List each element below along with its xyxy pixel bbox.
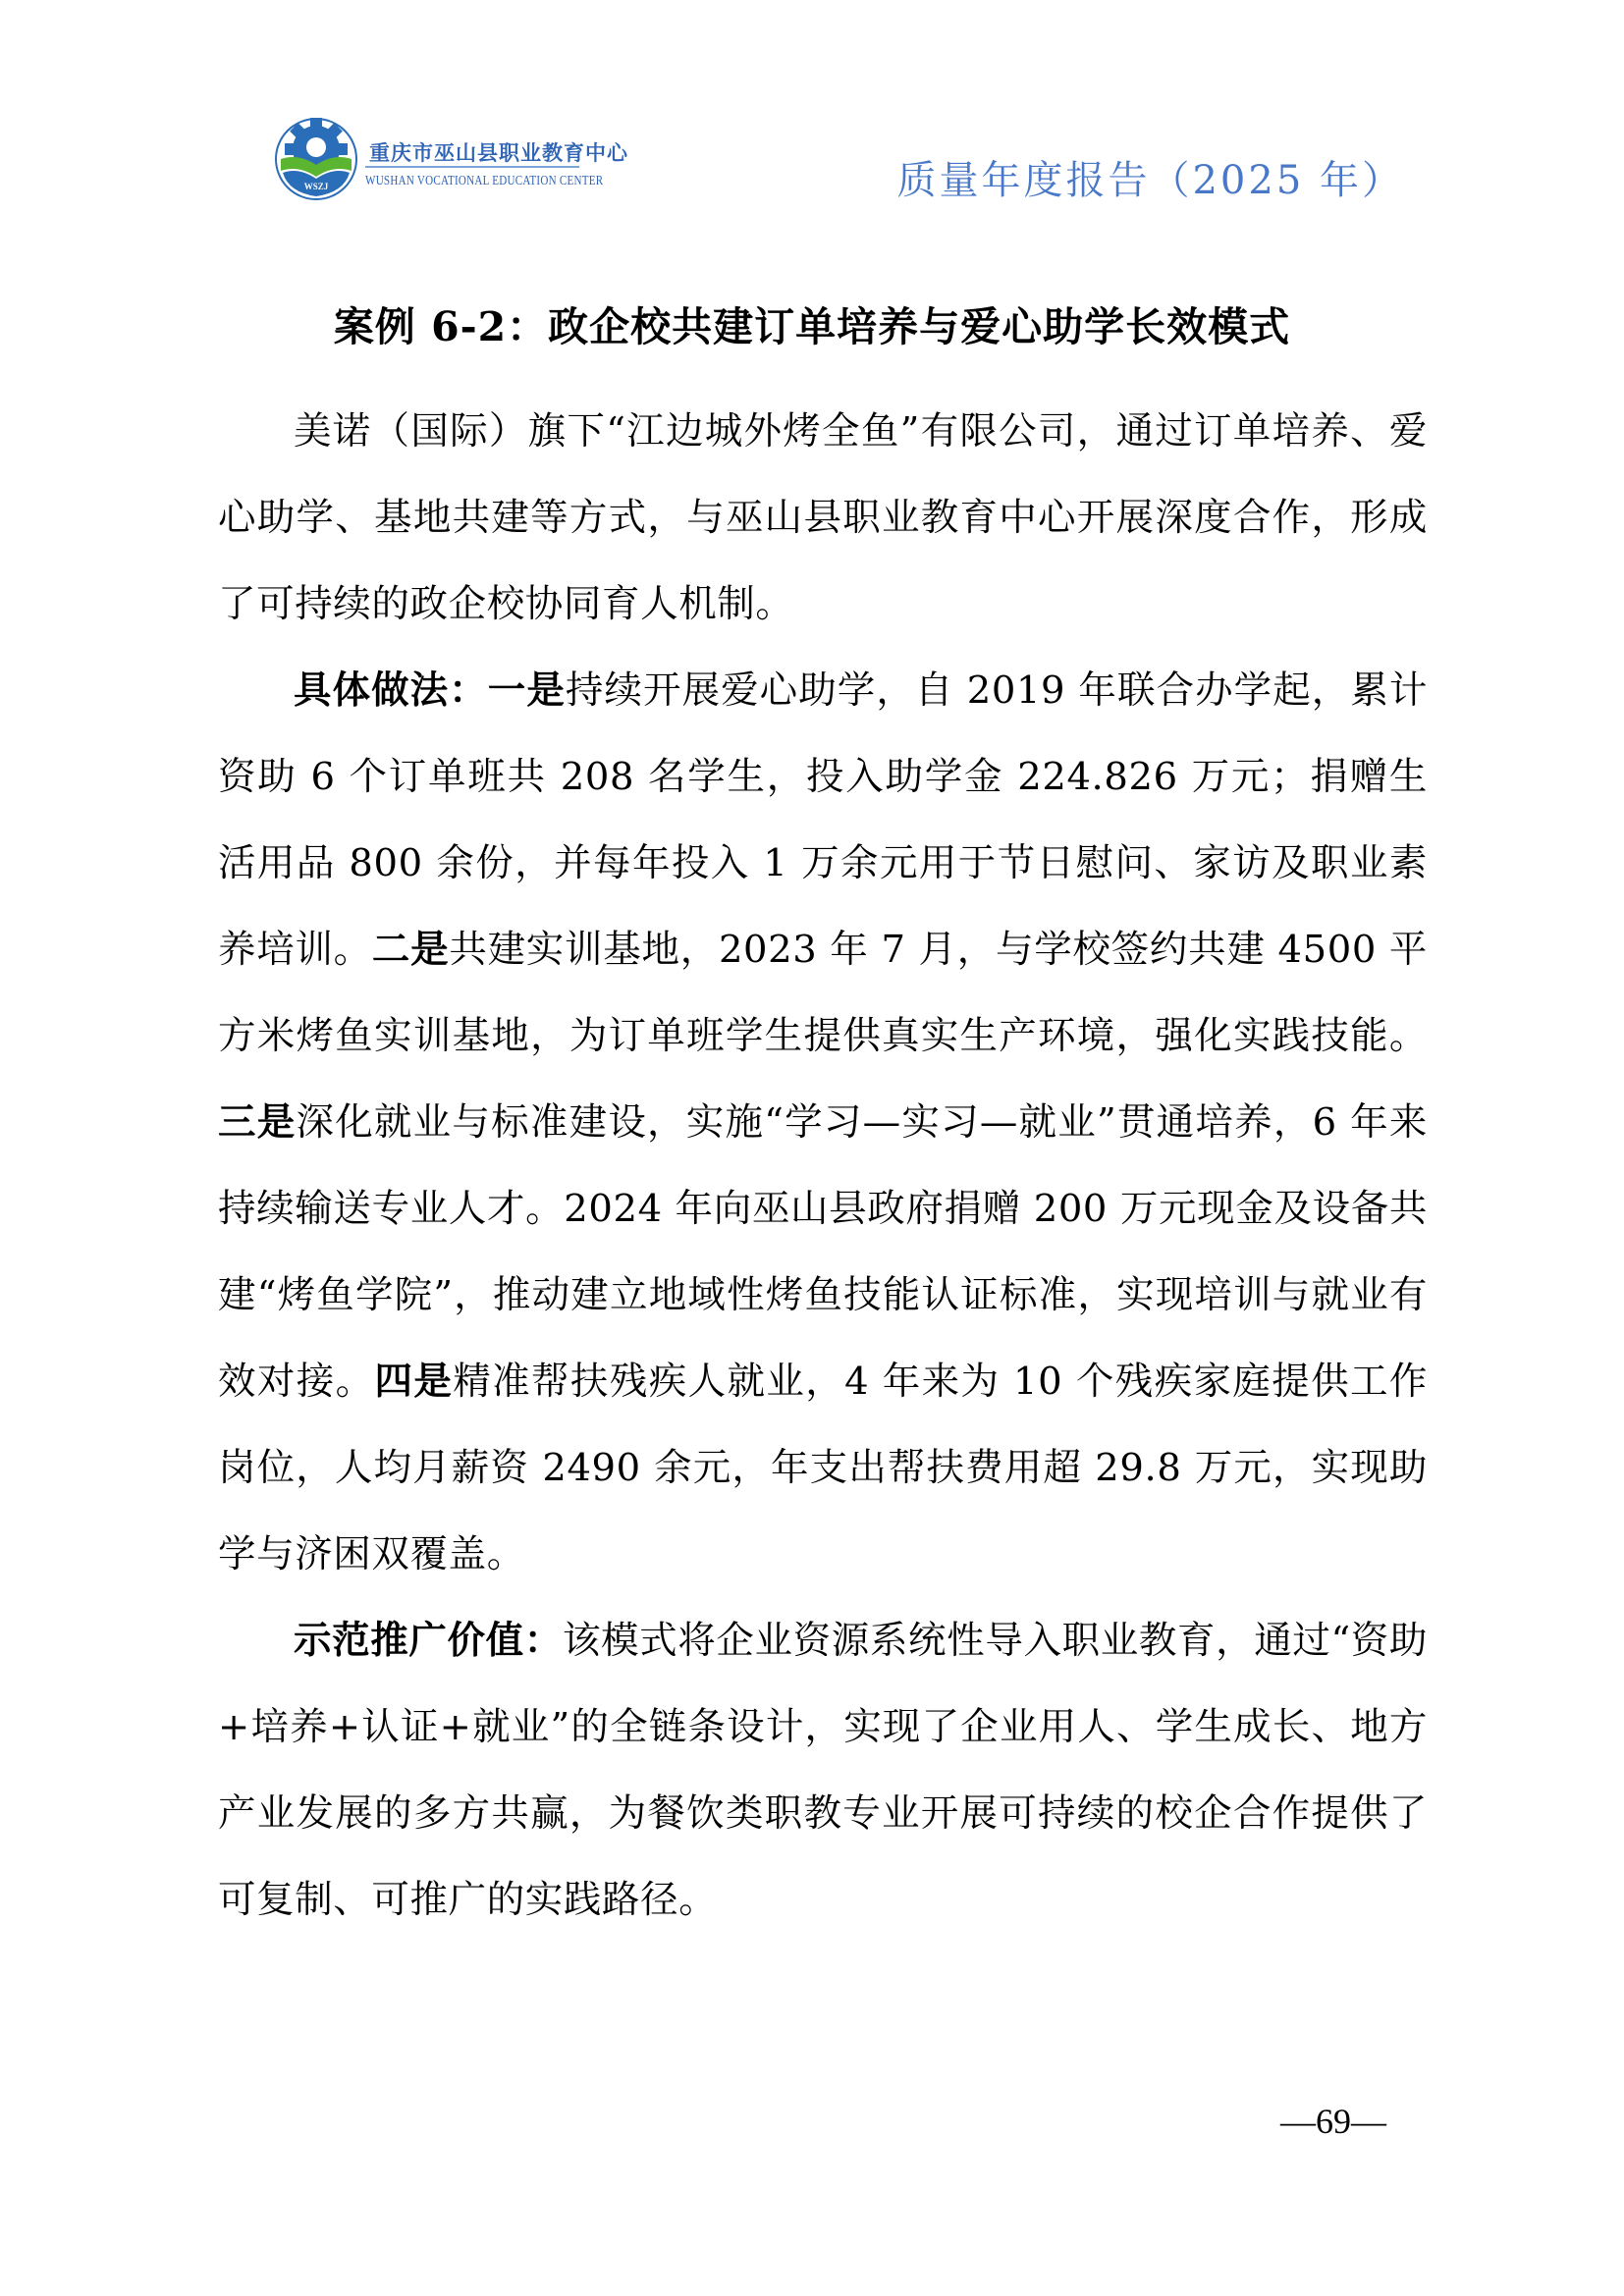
practice-item3-label: 三是	[218, 1100, 297, 1145]
school-name-en: WUSHAN VOCATIONAL EDUCATION CENTER	[365, 173, 604, 187]
practice-item2-text: 共建实训基地，2023 年 7 月，与学校签约共建 4500 平方米烤鱼实训基地，为订单班学生提供真实生产环境，强化实践技能。	[218, 928, 1428, 1058]
gear-book-logo-icon	[271, 114, 361, 200]
practice-item1-text: 持续开展爱心助学，自 2019 年联合办学起，累计资助 6 个订单班共 208 名学生，投入助学金 224.826 万元；捐赠生活用品 800 余份，并每年投入 1 万余元用于节日慰问、家访及职业素养培训。	[218, 668, 1428, 972]
value-label: 示范推广价值：	[294, 1619, 563, 1663]
school-name-cn: 重庆市巫山县职业教育中心	[369, 141, 628, 165]
practice-item4-label: 四是	[374, 1360, 454, 1404]
practice-item4-text: 精准帮扶残疾人就业，4 年来为 10 个残疾家庭提供工作岗位，人均月薪资 2490 余元，年支出帮扶费用超 29.8 万元，实现助学与济困双覆盖。	[218, 1360, 1428, 1576]
svg-text:WSZJ: WSZJ	[303, 182, 329, 191]
practice-item1-label: 一是	[487, 668, 566, 713]
page-number: —69—	[1280, 2102, 1386, 2141]
school-logo	[271, 114, 628, 202]
case-body	[218, 389, 1428, 1944]
practice-label: 具体做法：	[294, 668, 488, 713]
practice-item3-text: 深化就业与标准建设，实施“学习—实习—就业”贯通培养，6 年来持续输送专业人才。2024 年向巫山县政府捐赠 200 万元现金及设备共建“烤鱼学院”，推动建立地域性烤鱼技能认证标准，实现培训与就业有效对接。	[218, 1100, 1428, 1404]
value-paragraph	[218, 1598, 1428, 1944]
intro-paragraph: 美诺（国际）旗下“江边城外烤全鱼”有限公司，通过订单培养、爱心助学、基地共建等方式，与巫山县职业教育中心开展深度合作，形成了可持续的政企校协同育人机制。	[218, 409, 1428, 626]
report-title: 质量年度报告（2025 年）	[896, 158, 1404, 203]
practice-item2-label: 二是	[371, 928, 450, 972]
practice-paragraph	[218, 648, 1428, 1598]
value-text: 该模式将企业资源系统性导入职业教育，通过“资助+培养+认证+就业”的全链条设计，实现了企业用人、学生成长、地方产业发展的多方共赢，为餐饮类职教专业开展可持续的校企合作提供了可复制、可推广的实践路径。	[218, 1619, 1429, 1922]
case-title: 案例 6-2：政企校共建订单培养与爱心助学长效模式	[333, 303, 1291, 350]
logo-divider	[365, 166, 579, 168]
